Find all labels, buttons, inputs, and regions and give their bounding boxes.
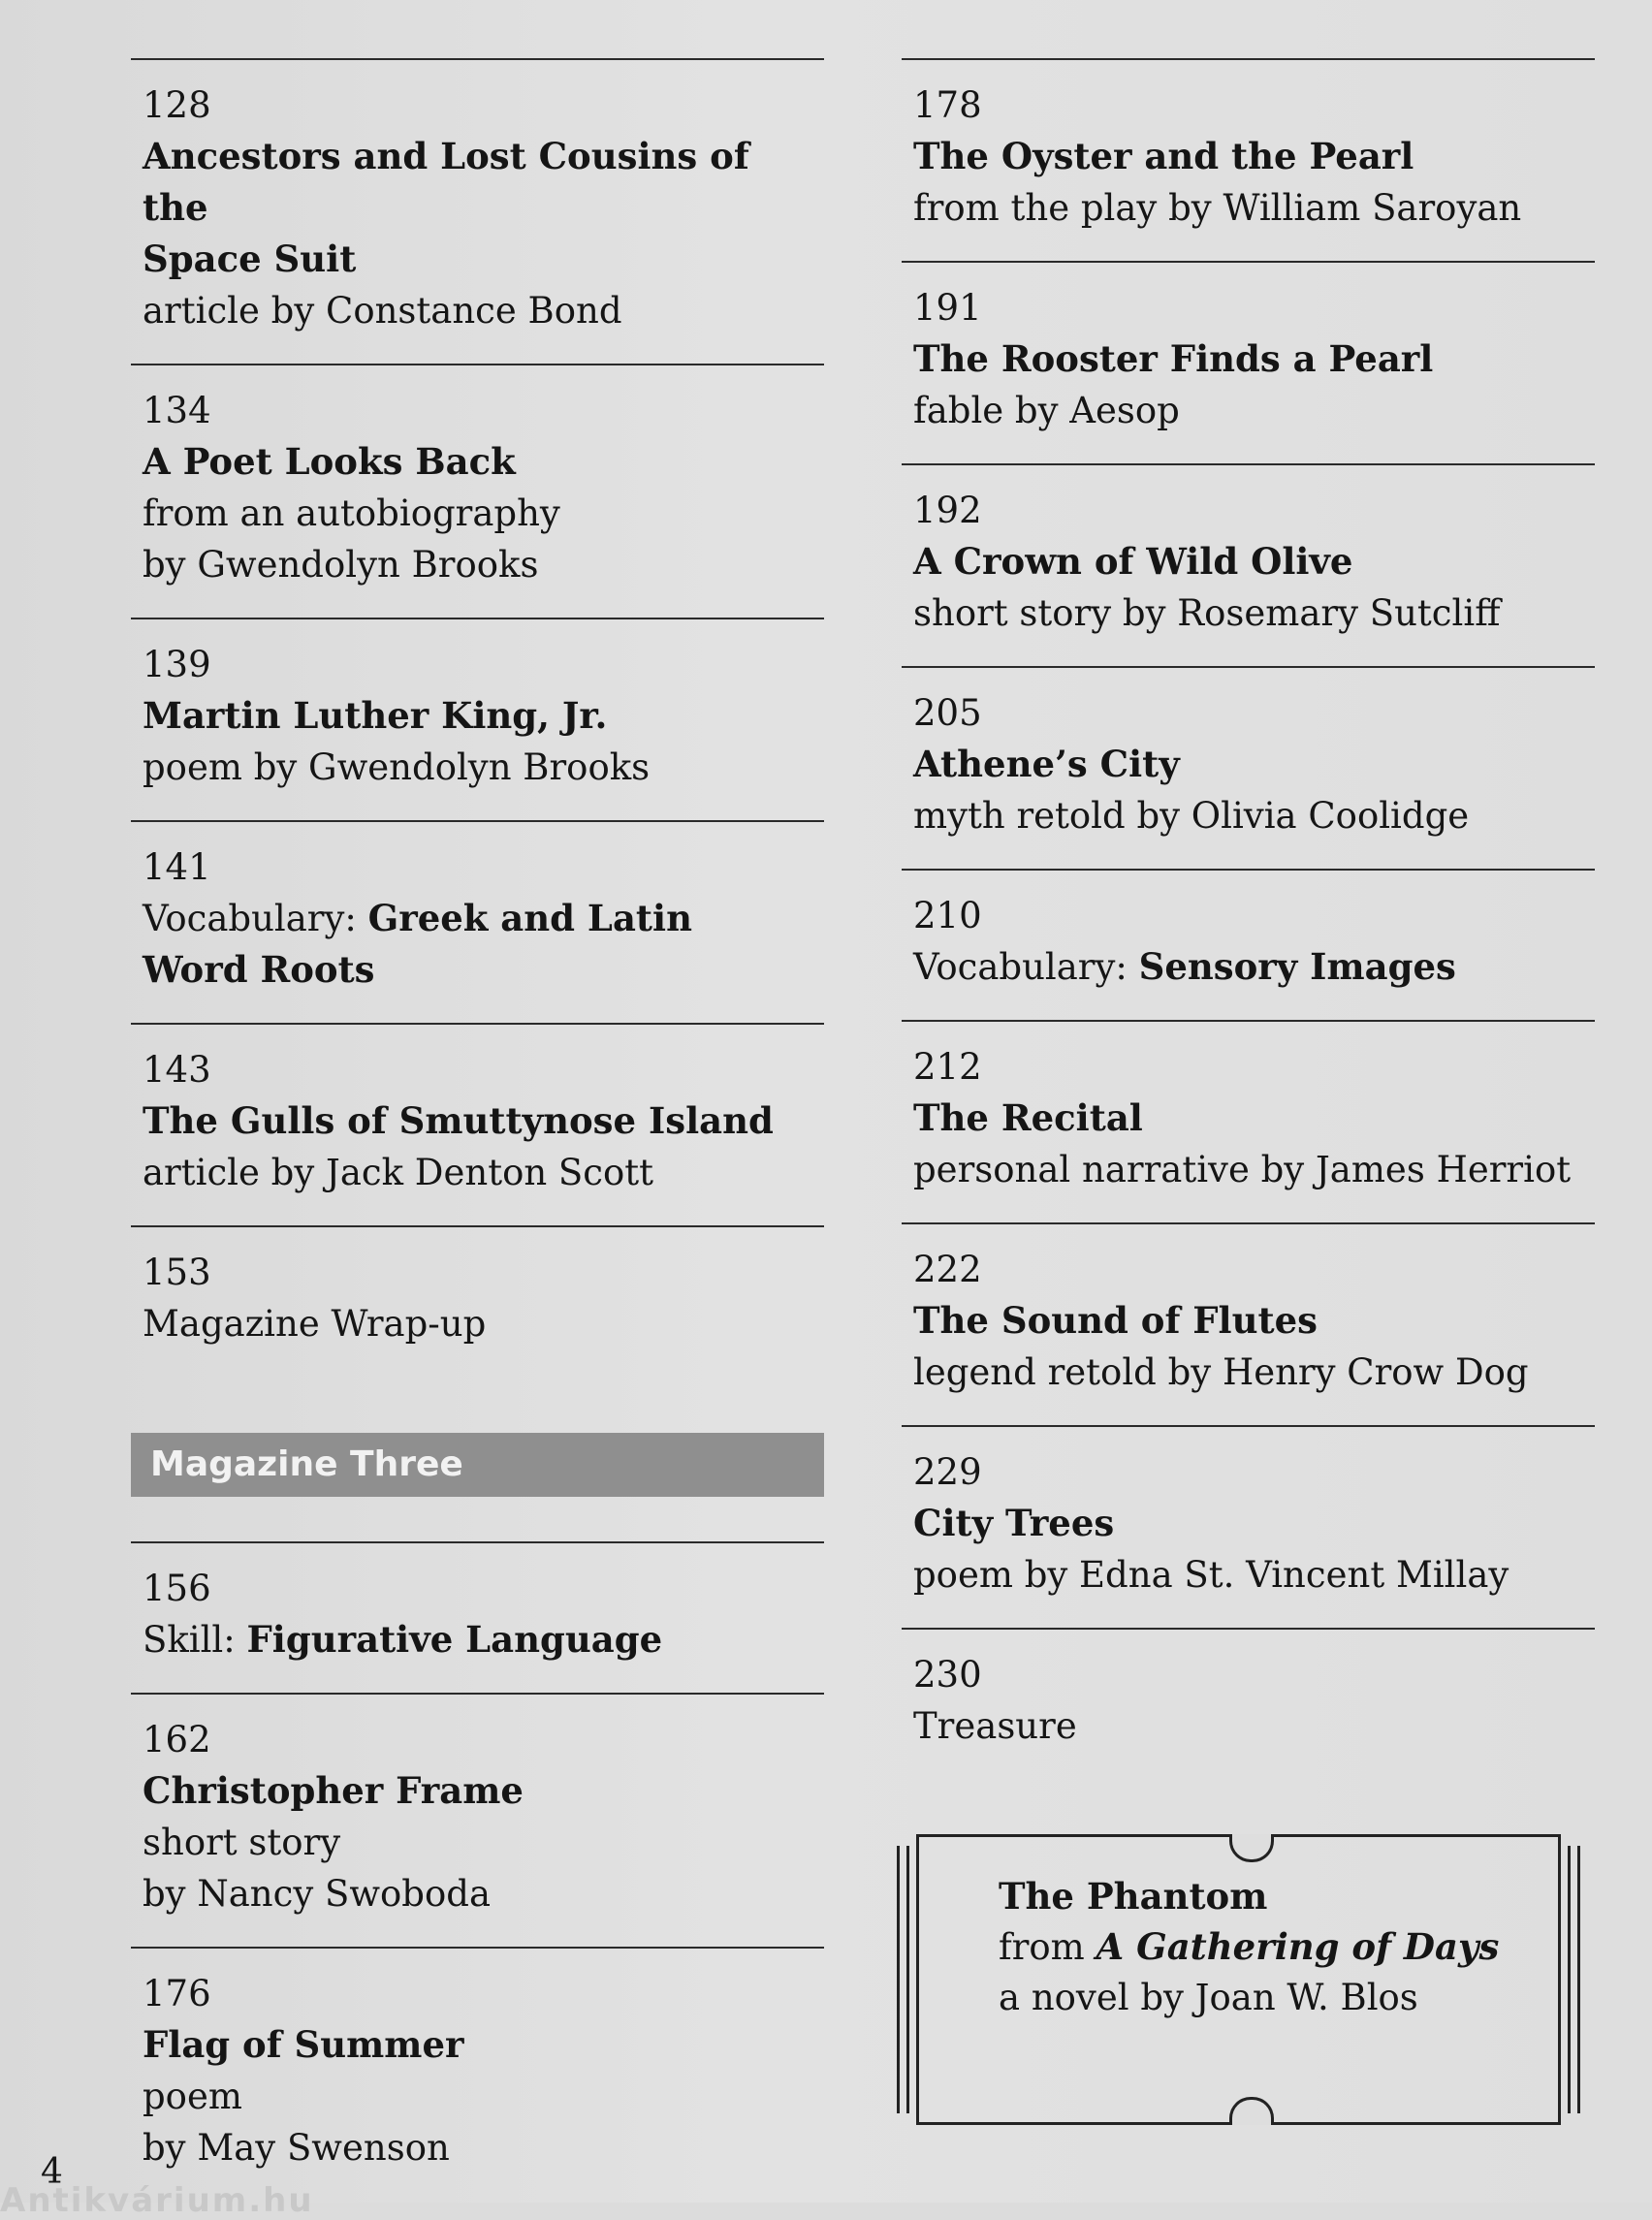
entry-page-number: 141 (143, 846, 211, 888)
toc-entry (131, 58, 824, 364)
entry-title: The Sound of Flutes (913, 1299, 1318, 1342)
entry-page-number: 229 (913, 1451, 982, 1493)
entry-description: short story (143, 1822, 341, 1863)
box-book-title: A Gathering of Days (1096, 1925, 1500, 1968)
toc-entry (131, 1693, 824, 1947)
entry-page-number: 156 (143, 1568, 211, 1609)
entry-page-number: 212 (913, 1046, 982, 1088)
entry-page-number: 139 (143, 644, 211, 685)
entry-lead: Skill: (143, 1619, 247, 1661)
toc-entry (902, 1628, 1595, 1779)
toc-entry (902, 1222, 1595, 1425)
entry-page-number: 205 (913, 692, 982, 734)
entry-title: The Recital (913, 1096, 1143, 1139)
toc-entry (902, 666, 1595, 869)
entry-page-number: 178 (913, 84, 982, 126)
page-number: 4 (41, 2152, 63, 2192)
entry-description: legend retold by Henry Crow Dog (913, 1351, 1529, 1393)
box-notch-bottom (1229, 2097, 1274, 2125)
toc-entry (131, 364, 824, 618)
entry-page-number: 153 (143, 1252, 211, 1293)
toc-entry (131, 618, 824, 820)
toc-entry (902, 261, 1595, 463)
entry-description: poem by Edna St. Vincent Millay (913, 1554, 1509, 1596)
entry-lead-line (143, 893, 818, 944)
entry-description: from the play by William Saroyan (913, 187, 1522, 229)
entry-page-number: 192 (913, 490, 982, 531)
entry-page-number: 162 (143, 1719, 211, 1760)
box-notch-top (1229, 1834, 1274, 1862)
entry-lead-line (143, 1614, 818, 1665)
box-from: from (999, 1926, 1096, 1968)
entry-description: personal narrative by James Herriot (913, 1149, 1572, 1190)
entry-title: City Trees (913, 1502, 1115, 1544)
entry-page-number: 230 (913, 1654, 982, 1696)
left-column (131, 58, 824, 2201)
entry-lead: Vocabulary: (143, 898, 368, 939)
box-rail-left (897, 1846, 900, 2113)
entry-page-number: 210 (913, 895, 982, 936)
entry-description: poem (143, 2076, 242, 2117)
entry-title: The Rooster Finds a Pearl (913, 337, 1434, 380)
entry-title: Flag of Summer (143, 2023, 464, 2066)
entry-title: A Crown of Wild Olive (913, 540, 1353, 583)
entry-description: Treasure (913, 1705, 1077, 1747)
toc-entry (902, 1020, 1595, 1222)
entry-description: by May Swenson (143, 2127, 450, 2169)
entry-lead-bold: Sensory Images (1138, 945, 1456, 988)
entry-title: The Oyster and the Pearl (913, 135, 1414, 177)
toc-entry (131, 1947, 824, 2201)
entry-lead: Vocabulary: (913, 946, 1139, 988)
entry-description: short story by Rosemary Sutcliff (913, 592, 1501, 634)
entry-title: Space Suit (143, 238, 357, 280)
toc-entry (131, 1225, 824, 1377)
entry-description: myth retold by Olivia Coolidge (913, 795, 1470, 837)
entry-description: article by Jack Denton Scott (143, 1152, 654, 1193)
toc-entry (131, 1541, 824, 1693)
toc-entry (131, 820, 824, 1023)
entry-description: by Nancy Swoboda (143, 1873, 491, 1915)
toc-entry (902, 463, 1595, 666)
entry-description: poem by Gwendolyn Brooks (143, 746, 651, 788)
toc-entry (902, 58, 1595, 261)
entry-title: A Poet Looks Back (143, 440, 516, 483)
entry-title: Martin Luther King, Jr. (143, 694, 608, 737)
entry-title: Christopher Frame (143, 1769, 524, 1812)
toc-entry (902, 869, 1595, 1020)
entry-title: The Gulls of Smuttynose Island (143, 1099, 774, 1142)
entry-page-number: 176 (143, 1973, 211, 2014)
feature-box (897, 1834, 1580, 2125)
entry-lead-line (913, 941, 1589, 993)
entry-title: Athene’s City (913, 743, 1180, 785)
entry-description: Magazine Wrap-up (143, 1303, 487, 1345)
entry-page-number: 222 (913, 1249, 982, 1290)
box-from-line (999, 1921, 1499, 1973)
entry-page-number: 128 (143, 84, 211, 126)
entry-page-number: 134 (143, 390, 211, 431)
entry-description: article by Constance Bond (143, 290, 622, 332)
box-rail-right (1577, 1846, 1580, 2113)
entry-lead-bold: Greek and Latin (367, 897, 692, 939)
entry-title: Word Roots (143, 948, 375, 991)
entry-page-number: 191 (913, 287, 982, 329)
entry-description: fable by Aesop (913, 390, 1180, 431)
entry-lead-bold: Figurative Language (246, 1618, 663, 1661)
box-title: The Phantom (999, 1875, 1268, 1918)
entry-page-number: 143 (143, 1049, 211, 1091)
entry-description: from an autobiography (143, 492, 560, 534)
box-content (999, 1871, 1499, 2023)
entry-title: Ancestors and Lost Cousins of the (143, 135, 749, 229)
section-banner: Magazine Three (131, 1433, 824, 1497)
box-desc: a novel by Joan W. Blos (999, 1977, 1418, 2018)
right-column (902, 58, 1595, 1779)
box-rail-left-inner (906, 1846, 909, 2113)
watermark: Antikvárium.hu (0, 2181, 314, 2220)
toc-entry (902, 1425, 1595, 1628)
entry-description: by Gwendolyn Brooks (143, 544, 539, 586)
box-rail-right-inner (1568, 1846, 1571, 2113)
toc-entry (131, 1023, 824, 1225)
